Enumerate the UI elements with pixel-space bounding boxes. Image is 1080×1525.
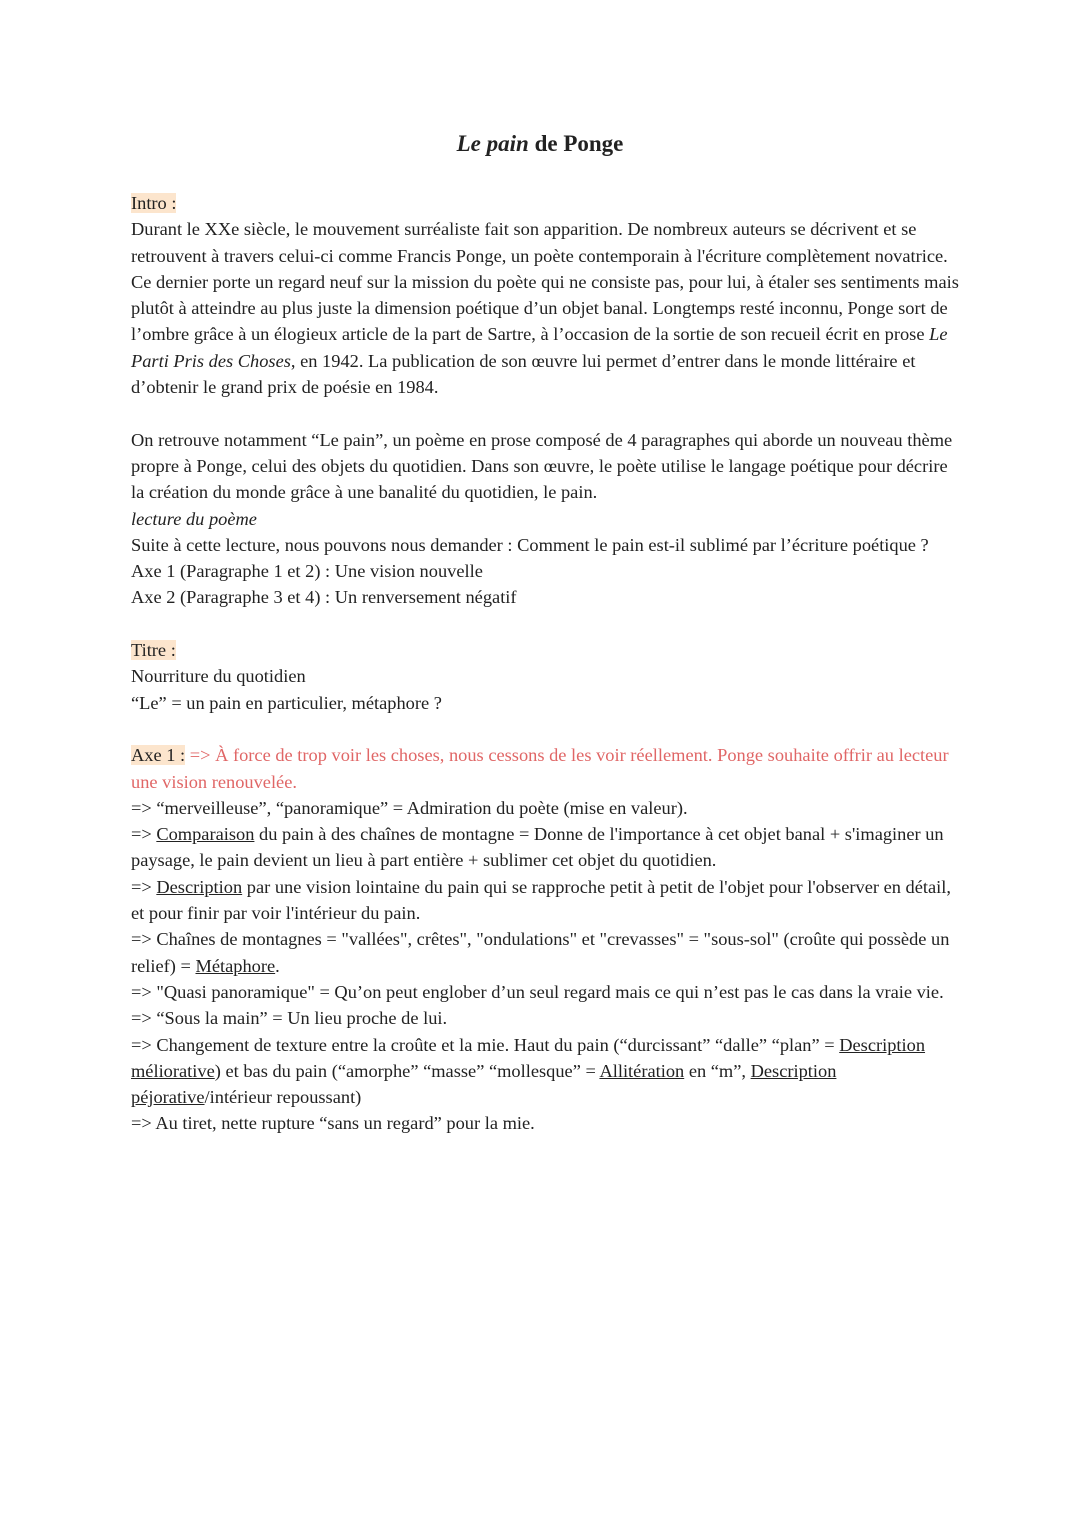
axe1-b4-pre: => Chaînes de montagnes = "vallées", crêtes", "ondulations" et "crevasses" = "sous-sol" (croûte qui possède un relief) = — [131, 929, 950, 976]
spacer — [131, 611, 961, 637]
spacer — [131, 716, 961, 742]
axe1-b2-post: du pain à des chaînes de montagne = Donne de l'importance à cet objet banal + s'imaginer un paysage, le pain devient un lieu à part entière + sublimer cet objet du quotidien. — [131, 824, 944, 871]
axe1-heading-label: Axe 1 : — [131, 745, 186, 766]
document-title — [0, 128, 1080, 160]
intro-p1-text-a: Durant le XXe siècle, le mouvement surréaliste fait son apparition. De nombreux auteurs se décrivent et se retrouvent à travers celui-ci comme Francis Ponge, un poète contemporain à l'écriture complètement novatrice. Ce dernier porte un regard neuf sur la mission du poète qui ne consiste pas, pour lui, à étaler ses sentiments mais plutôt à atteindre au plus juste la dimension poétique d’un objet banal. Longtemps resté inconnu, Ponge sort de l’ombre grâce à un élogieux article de la part de Sartre, à l’occasion de la sortie de son recueil écrit en prose — [131, 219, 959, 345]
axe1-bullet-5: => "Quasi panoramique" = Qu’on peut englober d’un seul regard mais ce qui n’est pas le cas dans la vraie vie. — [131, 981, 944, 1002]
title-italic: Le pain — [456, 131, 529, 156]
axe1-heading — [131, 742, 961, 795]
axe1-statement: => À force de trop voir les choses, nous cessons de les voir réellement. Ponge souhaite offrir au lecteur une vision renouvelée. — [131, 745, 949, 792]
axe1-b7-term-2: Allitération — [599, 1060, 685, 1081]
intro-p1-text-b: , en 1942. La publication de son œuvre lui permet d’entrer dans le monde littéraire et d’obtenir le grand prix de poésie en 1984. — [131, 350, 916, 398]
axe1-b2-term: Comparaison — [156, 824, 255, 845]
axe1-b7-term-3: Description péjorative — [131, 1060, 837, 1108]
intro-heading-label: Intro : — [131, 193, 177, 213]
axe1-b7-mid-1: ) et bas du pain (“amorphe” “masse” “mollesque” = — [214, 1060, 600, 1081]
intro-axe-1: Axe 1 (Paragraphe 1 et 2) : Une vision nouvelle — [131, 561, 483, 582]
titre-heading — [131, 637, 961, 663]
axe1-bullet-4 — [131, 926, 961, 979]
titre-heading-label: Titre : — [131, 640, 176, 661]
axe1-b3-post: par une vision lointaine du pain qui se rapproche petit à petit de l'objet pour l'observer en détail, et pour finir par voir l'intérieur du pain. — [131, 876, 951, 924]
axe1-b7-mid-2: en “m”, — [684, 1060, 751, 1081]
axe1-bullet-3 — [131, 874, 961, 927]
axe1-b2-pre: => — [131, 824, 157, 845]
intro-axe-2: Axe 2 (Paragraphe 3 et 4) : Un renversement négatif — [131, 587, 517, 608]
axe1-b3-term: Description — [156, 876, 243, 897]
spacer — [131, 400, 961, 426]
document-body — [131, 190, 961, 1137]
axe1-b4-post: . — [275, 955, 280, 976]
axe1-bullet-1: => “merveilleuse”, “panoramique” = Admiration du poète (mise en valeur). — [131, 797, 688, 818]
axe1-b3-pre: => — [131, 876, 157, 897]
axe1-b7-pre: => Changement de texture entre la croûte et la mie. Haut du pain (“durcissant” “dalle” “plan” = — [131, 1034, 840, 1055]
intro-paragraph-1 — [131, 216, 961, 400]
axe1-b7-term-1: Description méliorative — [131, 1034, 926, 1081]
intro-reading-note: lecture du poème — [131, 508, 257, 529]
axe1-b7-post: /intérieur repoussant) — [204, 1087, 362, 1108]
intro-p1-book-title: Le Parti Pris des Choses — [131, 324, 948, 371]
axe1-bullet-8: => Au tiret, nette rupture “sans un regard” pour la mie. — [131, 1113, 535, 1134]
intro-problematic: Suite à cette lecture, nous pouvons nous demander : Comment le pain est-il sublimé par l’écriture poétique ? — [131, 534, 929, 555]
intro-heading — [131, 190, 961, 216]
axe1-bullet-7 — [131, 1032, 961, 1111]
titre-line-2: “Le” = un pain en particulier, métaphore ? — [131, 692, 442, 713]
titre-line-1: Nourriture du quotidien — [131, 666, 306, 687]
axe1-bullet-6: => “Sous la main” = Un lieu proche de lui. — [131, 1008, 448, 1029]
axe1-bullet-2 — [131, 821, 961, 874]
axe1-b4-term: Métaphore — [195, 955, 276, 976]
title-rest: de Ponge — [528, 131, 624, 156]
intro-paragraph-2: On retrouve notamment “Le pain”, un poème en prose composé de 4 paragraphes qui aborde un nouveau thème propre à Ponge, celui des objets du quotidien. Dans son œuvre, le poète utilise le langage poétique pour décrire la création du monde grâce à une banalité du quotidien, le pain. — [131, 429, 953, 503]
